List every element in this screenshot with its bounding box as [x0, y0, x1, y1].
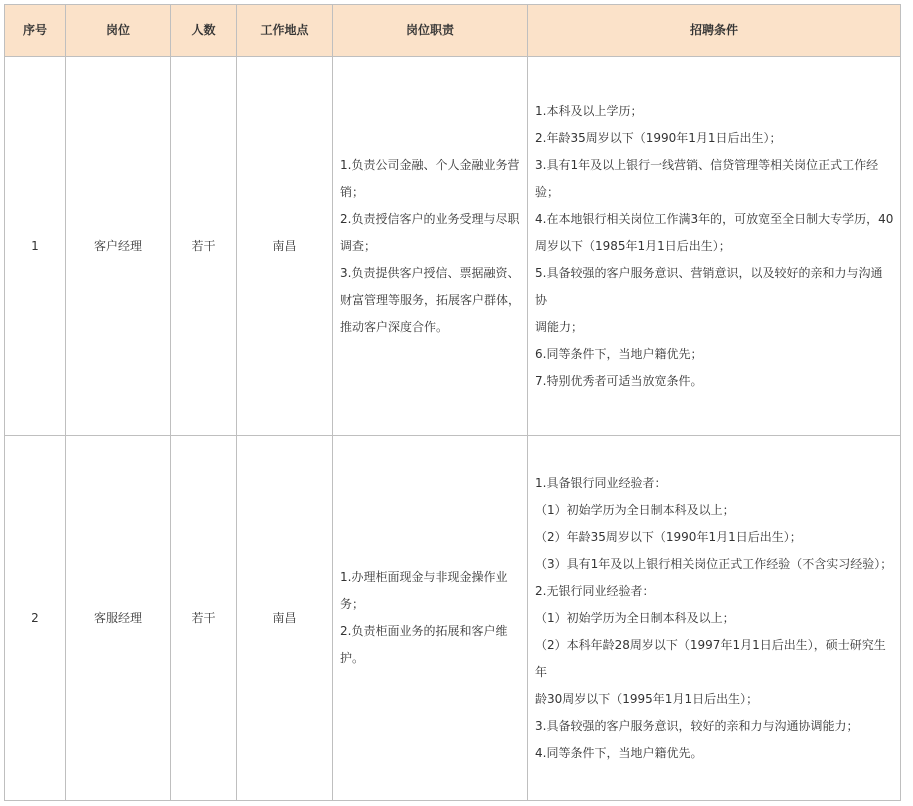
header-position: 岗位 [66, 5, 171, 57]
requirement-line: （2）年龄35周岁以下（1990年1月1日后出生）； [535, 529, 802, 544]
cell-serial-number: 2 [5, 436, 66, 801]
requirement-line: 2.年龄35周岁以下（1990年1月1日后出生）； [535, 130, 782, 145]
cell-requirements [528, 57, 901, 436]
requirement-line: （1）初始学历为全日制本科及以上； [535, 502, 735, 517]
duty-line: 调查； [340, 238, 377, 253]
requirement-line: 验； [535, 184, 560, 199]
requirement-line: 2.无银行同业经验者： [535, 583, 655, 598]
duty-line: 2.负责柜面业务的拓展和客户维 [340, 624, 508, 638]
duty-line: 销； [340, 184, 365, 199]
requirement-line: （1）初始学历为全日制本科及以上； [535, 610, 735, 625]
duty-line: 1.办理柜面现金与非现金操作业 [340, 570, 508, 584]
cell-job-duties [333, 57, 528, 436]
header-serial-number: 序号 [5, 5, 66, 57]
cell-position: 客户经理 [66, 57, 171, 436]
table-row [5, 57, 901, 436]
table-row [5, 436, 901, 801]
duty-line: 3.负责提供客户授信、票据融资、 [340, 265, 520, 280]
cell-requirements [528, 436, 901, 801]
cell-work-location: 南昌 [237, 436, 333, 801]
duty-line: 1.负责公司金融、个人金融业务营 [340, 157, 520, 172]
requirement-line: 周岁以下（1985年1月1日后出生）； [535, 238, 731, 253]
requirement-line: 1.具备银行同业经验者： [535, 475, 667, 490]
duty-line: 推动客户深度合作。 [340, 319, 449, 334]
cell-headcount: 若干 [171, 57, 237, 436]
cell-work-location: 南昌 [237, 57, 333, 436]
duty-line: 务； [340, 597, 365, 611]
requirement-line: 5.具备较强的客户服务意识、营销意识，以及较好的亲和力与沟通协 [535, 265, 883, 307]
header-work-location: 工作地点 [237, 5, 333, 57]
requirement-line: 龄30周岁以下（1995年1月1日后出生）； [535, 691, 759, 706]
requirement-line: 7.特别优秀者可适当放宽条件。 [535, 373, 703, 388]
requirement-line: 3.具有1年及以上银行一线营销、信贷管理等相关岗位正式工作经 [535, 157, 879, 172]
cell-position: 客服经理 [66, 436, 171, 801]
requirement-line: 3.具备较强的客户服务意识，较好的亲和力与沟通协调能力； [535, 718, 859, 733]
table-header-row [5, 5, 901, 57]
header-job-duties: 岗位职责 [333, 5, 528, 57]
header-headcount: 人数 [171, 5, 237, 57]
duty-line: 护。 [340, 651, 365, 665]
duty-line: 财富管理等服务，拓展客户群体， [340, 292, 521, 307]
header-requirements: 招聘条件 [528, 5, 901, 57]
requirement-line: 4.同等条件下，当地户籍优先。 [535, 745, 703, 760]
duty-line: 2.负责授信客户的业务受理与尽职 [340, 211, 520, 226]
requirement-line: 6.同等条件下，当地户籍优先； [535, 346, 703, 361]
recruitment-table [4, 4, 901, 801]
requirement-line: 4.在本地银行相关岗位工作满3年的，可放宽至全日制大专学历，40 [535, 211, 894, 226]
requirement-line: 1.本科及以上学历； [535, 103, 643, 118]
requirement-line: （2）本科年龄28周岁以下（1997年1月1日后出生），硕士研究生年 [535, 637, 886, 679]
cell-serial-number: 1 [5, 57, 66, 436]
requirement-line: （3）具有1年及以上银行相关岗位正式工作经验（不含实习经验）； [535, 556, 893, 571]
cell-headcount: 若干 [171, 436, 237, 801]
requirement-line: 调能力； [535, 319, 584, 334]
cell-job-duties [333, 436, 528, 801]
